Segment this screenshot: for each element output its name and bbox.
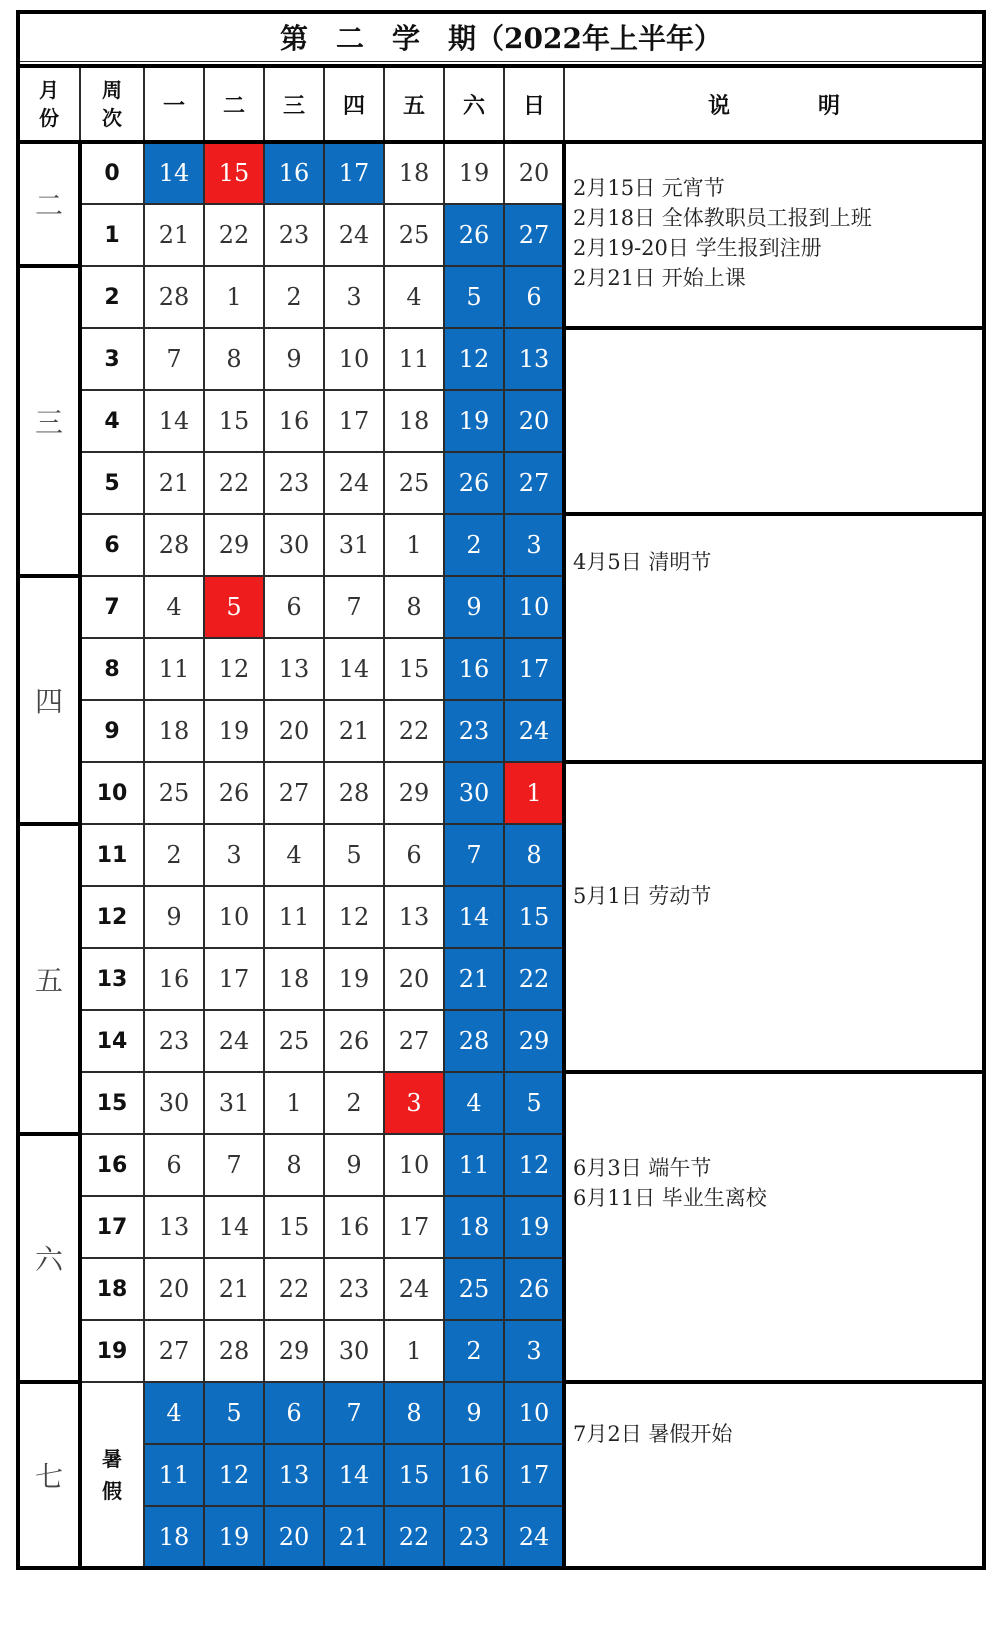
day-cell: 22 [264, 1258, 324, 1320]
day-cell: 23 [264, 204, 324, 266]
day-cell: 25 [264, 1010, 324, 1072]
day-cell: 18 [264, 948, 324, 1010]
day-cell: 3 [324, 266, 384, 328]
day-cell: 10 [504, 576, 564, 638]
week-number: 14 [80, 1010, 144, 1072]
vacation-label: 暑 假 [80, 1382, 144, 1568]
day-cell: 21 [204, 1258, 264, 1320]
day-cell: 19 [204, 700, 264, 762]
day-cell: 20 [264, 1506, 324, 1568]
day-cell: 1 [504, 762, 564, 824]
note-line: 2月18日 全体教职员工报到上班 [573, 206, 872, 230]
note-line: 2月19-20日 学生报到注册 [573, 236, 822, 260]
day-cell: 21 [144, 204, 204, 266]
day-cell: 26 [324, 1010, 384, 1072]
day-cell: 21 [444, 948, 504, 1010]
day-cell: 2 [264, 266, 324, 328]
day-cell: 19 [324, 948, 384, 1010]
day-cell: 27 [504, 204, 564, 266]
day-cell: 11 [264, 886, 324, 948]
day-cell: 4 [144, 576, 204, 638]
notes-cell [564, 762, 984, 1072]
day-cell: 27 [384, 1010, 444, 1072]
day-cell: 5 [324, 824, 384, 886]
month-header: 月 份 [18, 66, 80, 142]
week-number: 6 [80, 514, 144, 576]
day-cell: 24 [204, 1010, 264, 1072]
day-cell: 4 [384, 266, 444, 328]
day-cell: 3 [204, 824, 264, 886]
day-cell: 1 [264, 1072, 324, 1134]
day-cell: 29 [504, 1010, 564, 1072]
day-cell: 10 [384, 1134, 444, 1196]
day-cell: 20 [384, 948, 444, 1010]
week-number: 8 [80, 638, 144, 700]
notes-header: 说 明 [564, 66, 984, 142]
day-cell: 9 [144, 886, 204, 948]
weekday-header: 一 [144, 66, 204, 142]
week-number: 11 [80, 824, 144, 886]
day-cell: 1 [384, 1320, 444, 1382]
day-cell: 8 [264, 1134, 324, 1196]
weekday-header: 日 [504, 66, 564, 142]
notes-cell [564, 328, 984, 514]
day-cell: 31 [204, 1072, 264, 1134]
day-cell: 20 [504, 390, 564, 452]
day-cell: 12 [204, 1444, 264, 1506]
day-cell: 19 [204, 1506, 264, 1568]
day-cell: 1 [384, 514, 444, 576]
day-cell: 20 [264, 700, 324, 762]
day-cell: 3 [504, 1320, 564, 1382]
month-cell: 五 [18, 824, 80, 1134]
week-number: 12 [80, 886, 144, 948]
day-cell: 18 [144, 700, 204, 762]
day-cell: 12 [324, 886, 384, 948]
day-cell: 24 [324, 204, 384, 266]
week-number: 1 [80, 204, 144, 266]
day-cell: 28 [144, 514, 204, 576]
day-cell: 15 [504, 886, 564, 948]
day-cell: 12 [504, 1134, 564, 1196]
day-cell: 29 [264, 1320, 324, 1382]
day-cell: 2 [324, 1072, 384, 1134]
note-line: 2月21日 开始上课 [573, 266, 746, 290]
day-cell: 30 [324, 1320, 384, 1382]
day-cell: 17 [324, 142, 384, 204]
day-cell: 4 [264, 824, 324, 886]
day-cell: 29 [384, 762, 444, 824]
day-cell: 19 [444, 390, 504, 452]
day-cell: 26 [504, 1258, 564, 1320]
day-cell: 30 [444, 762, 504, 824]
day-cell: 18 [384, 142, 444, 204]
day-cell: 25 [144, 762, 204, 824]
day-cell: 15 [384, 1444, 444, 1506]
month-cell: 三 [18, 266, 80, 576]
day-cell: 26 [204, 762, 264, 824]
day-cell: 14 [324, 638, 384, 700]
day-cell: 7 [144, 328, 204, 390]
day-cell: 1 [204, 266, 264, 328]
week-number: 3 [80, 328, 144, 390]
day-cell: 15 [204, 142, 264, 204]
day-cell: 16 [264, 390, 324, 452]
weekday-header: 二 [204, 66, 264, 142]
day-cell: 10 [504, 1382, 564, 1444]
week-number: 4 [80, 390, 144, 452]
day-cell: 2 [144, 824, 204, 886]
day-cell: 22 [384, 700, 444, 762]
day-cell: 20 [144, 1258, 204, 1320]
day-cell: 25 [384, 204, 444, 266]
day-cell: 9 [264, 328, 324, 390]
day-cell: 24 [504, 1506, 564, 1568]
day-cell: 8 [384, 1382, 444, 1444]
day-cell: 4 [444, 1072, 504, 1134]
day-cell: 23 [324, 1258, 384, 1320]
day-cell: 28 [444, 1010, 504, 1072]
day-cell: 6 [264, 576, 324, 638]
note-line: 6月3日 端午节 [573, 1156, 712, 1180]
day-cell: 21 [324, 700, 384, 762]
day-cell: 23 [264, 452, 324, 514]
day-cell: 13 [144, 1196, 204, 1258]
day-cell: 16 [144, 948, 204, 1010]
notes-cell [564, 1382, 984, 1568]
day-cell: 17 [324, 390, 384, 452]
day-cell: 8 [504, 824, 564, 886]
day-cell: 10 [204, 886, 264, 948]
day-cell: 25 [444, 1258, 504, 1320]
day-cell: 5 [444, 266, 504, 328]
day-cell: 4 [144, 1382, 204, 1444]
day-cell: 7 [204, 1134, 264, 1196]
day-cell: 13 [264, 1444, 324, 1506]
day-cell: 7 [324, 576, 384, 638]
day-cell: 15 [204, 390, 264, 452]
weekday-header: 五 [384, 66, 444, 142]
day-cell: 2 [444, 514, 504, 576]
week-number: 17 [80, 1196, 144, 1258]
day-cell: 26 [444, 452, 504, 514]
notes-cell [564, 1072, 984, 1382]
month-cell: 二 [18, 142, 80, 266]
day-cell: 5 [504, 1072, 564, 1134]
week-number: 5 [80, 452, 144, 514]
day-cell: 7 [324, 1382, 384, 1444]
note-line: 7月2日 暑假开始 [573, 1422, 733, 1446]
day-cell: 14 [204, 1196, 264, 1258]
day-cell: 24 [504, 700, 564, 762]
day-cell: 9 [444, 576, 504, 638]
week-number: 2 [80, 266, 144, 328]
day-cell: 6 [384, 824, 444, 886]
day-cell: 6 [264, 1382, 324, 1444]
day-cell: 5 [204, 1382, 264, 1444]
day-cell: 15 [264, 1196, 324, 1258]
month-cell: 七 [18, 1382, 80, 1568]
day-cell: 12 [444, 328, 504, 390]
day-cell: 27 [504, 452, 564, 514]
day-cell: 13 [264, 638, 324, 700]
day-cell: 3 [384, 1072, 444, 1134]
day-cell: 26 [444, 204, 504, 266]
notes-cell [564, 514, 984, 762]
day-cell: 27 [144, 1320, 204, 1382]
day-cell: 6 [144, 1134, 204, 1196]
notes-cell [564, 142, 984, 328]
day-cell: 30 [144, 1072, 204, 1134]
day-cell: 28 [324, 762, 384, 824]
day-cell: 7 [444, 824, 504, 886]
week-number: 18 [80, 1258, 144, 1320]
note-line: 5月1日 劳动节 [573, 884, 712, 908]
day-cell: 22 [504, 948, 564, 1010]
weekday-header: 三 [264, 66, 324, 142]
week-header: 周 次 [80, 66, 144, 142]
day-cell: 16 [444, 1444, 504, 1506]
week-number: 10 [80, 762, 144, 824]
day-cell: 10 [324, 328, 384, 390]
day-cell: 19 [444, 142, 504, 204]
month-cell: 六 [18, 1134, 80, 1382]
day-cell: 11 [444, 1134, 504, 1196]
day-cell: 14 [144, 142, 204, 204]
day-cell: 18 [444, 1196, 504, 1258]
day-cell: 21 [144, 452, 204, 514]
note-line: 2月15日 元宵节 [573, 176, 725, 200]
week-number: 16 [80, 1134, 144, 1196]
day-cell: 8 [384, 576, 444, 638]
day-cell: 23 [444, 1506, 504, 1568]
day-cell: 28 [204, 1320, 264, 1382]
week-number: 7 [80, 576, 144, 638]
day-cell: 22 [204, 452, 264, 514]
day-cell: 8 [204, 328, 264, 390]
day-cell: 29 [204, 514, 264, 576]
day-cell: 5 [204, 576, 264, 638]
day-cell: 30 [264, 514, 324, 576]
day-cell: 11 [144, 1444, 204, 1506]
day-cell: 14 [324, 1444, 384, 1506]
day-cell: 22 [204, 204, 264, 266]
month-cell: 四 [18, 576, 80, 824]
day-cell: 18 [144, 1506, 204, 1568]
day-cell: 23 [144, 1010, 204, 1072]
day-cell: 13 [504, 328, 564, 390]
day-cell: 21 [324, 1506, 384, 1568]
note-line: 6月11日 毕业生离校 [573, 1186, 767, 1210]
day-cell: 24 [384, 1258, 444, 1320]
day-cell: 24 [324, 452, 384, 514]
week-number: 13 [80, 948, 144, 1010]
week-number: 0 [80, 142, 144, 204]
day-cell: 27 [264, 762, 324, 824]
day-cell: 23 [444, 700, 504, 762]
day-cell: 9 [324, 1134, 384, 1196]
day-cell: 19 [504, 1196, 564, 1258]
note-line: 4月5日 清明节 [573, 550, 712, 574]
day-cell: 16 [444, 638, 504, 700]
day-cell: 11 [384, 328, 444, 390]
day-cell: 14 [444, 886, 504, 948]
day-cell: 17 [504, 1444, 564, 1506]
day-cell: 9 [444, 1382, 504, 1444]
day-cell: 18 [384, 390, 444, 452]
day-cell: 2 [444, 1320, 504, 1382]
week-number: 19 [80, 1320, 144, 1382]
day-cell: 25 [384, 452, 444, 514]
day-cell: 31 [324, 514, 384, 576]
day-cell: 14 [144, 390, 204, 452]
day-cell: 16 [264, 142, 324, 204]
page-title: 第 二 学 期（2022年上半年） [18, 12, 984, 62]
day-cell: 12 [204, 638, 264, 700]
day-cell: 11 [144, 638, 204, 700]
day-cell: 17 [504, 638, 564, 700]
day-cell: 28 [144, 266, 204, 328]
day-cell: 15 [384, 638, 444, 700]
weekday-header: 四 [324, 66, 384, 142]
day-cell: 3 [504, 514, 564, 576]
weekday-header: 六 [444, 66, 504, 142]
day-cell: 6 [504, 266, 564, 328]
week-number: 15 [80, 1072, 144, 1134]
day-cell: 20 [504, 142, 564, 204]
week-number: 9 [80, 700, 144, 762]
day-cell: 22 [384, 1506, 444, 1568]
day-cell: 17 [204, 948, 264, 1010]
day-cell: 16 [324, 1196, 384, 1258]
day-cell: 17 [384, 1196, 444, 1258]
day-cell: 13 [384, 886, 444, 948]
